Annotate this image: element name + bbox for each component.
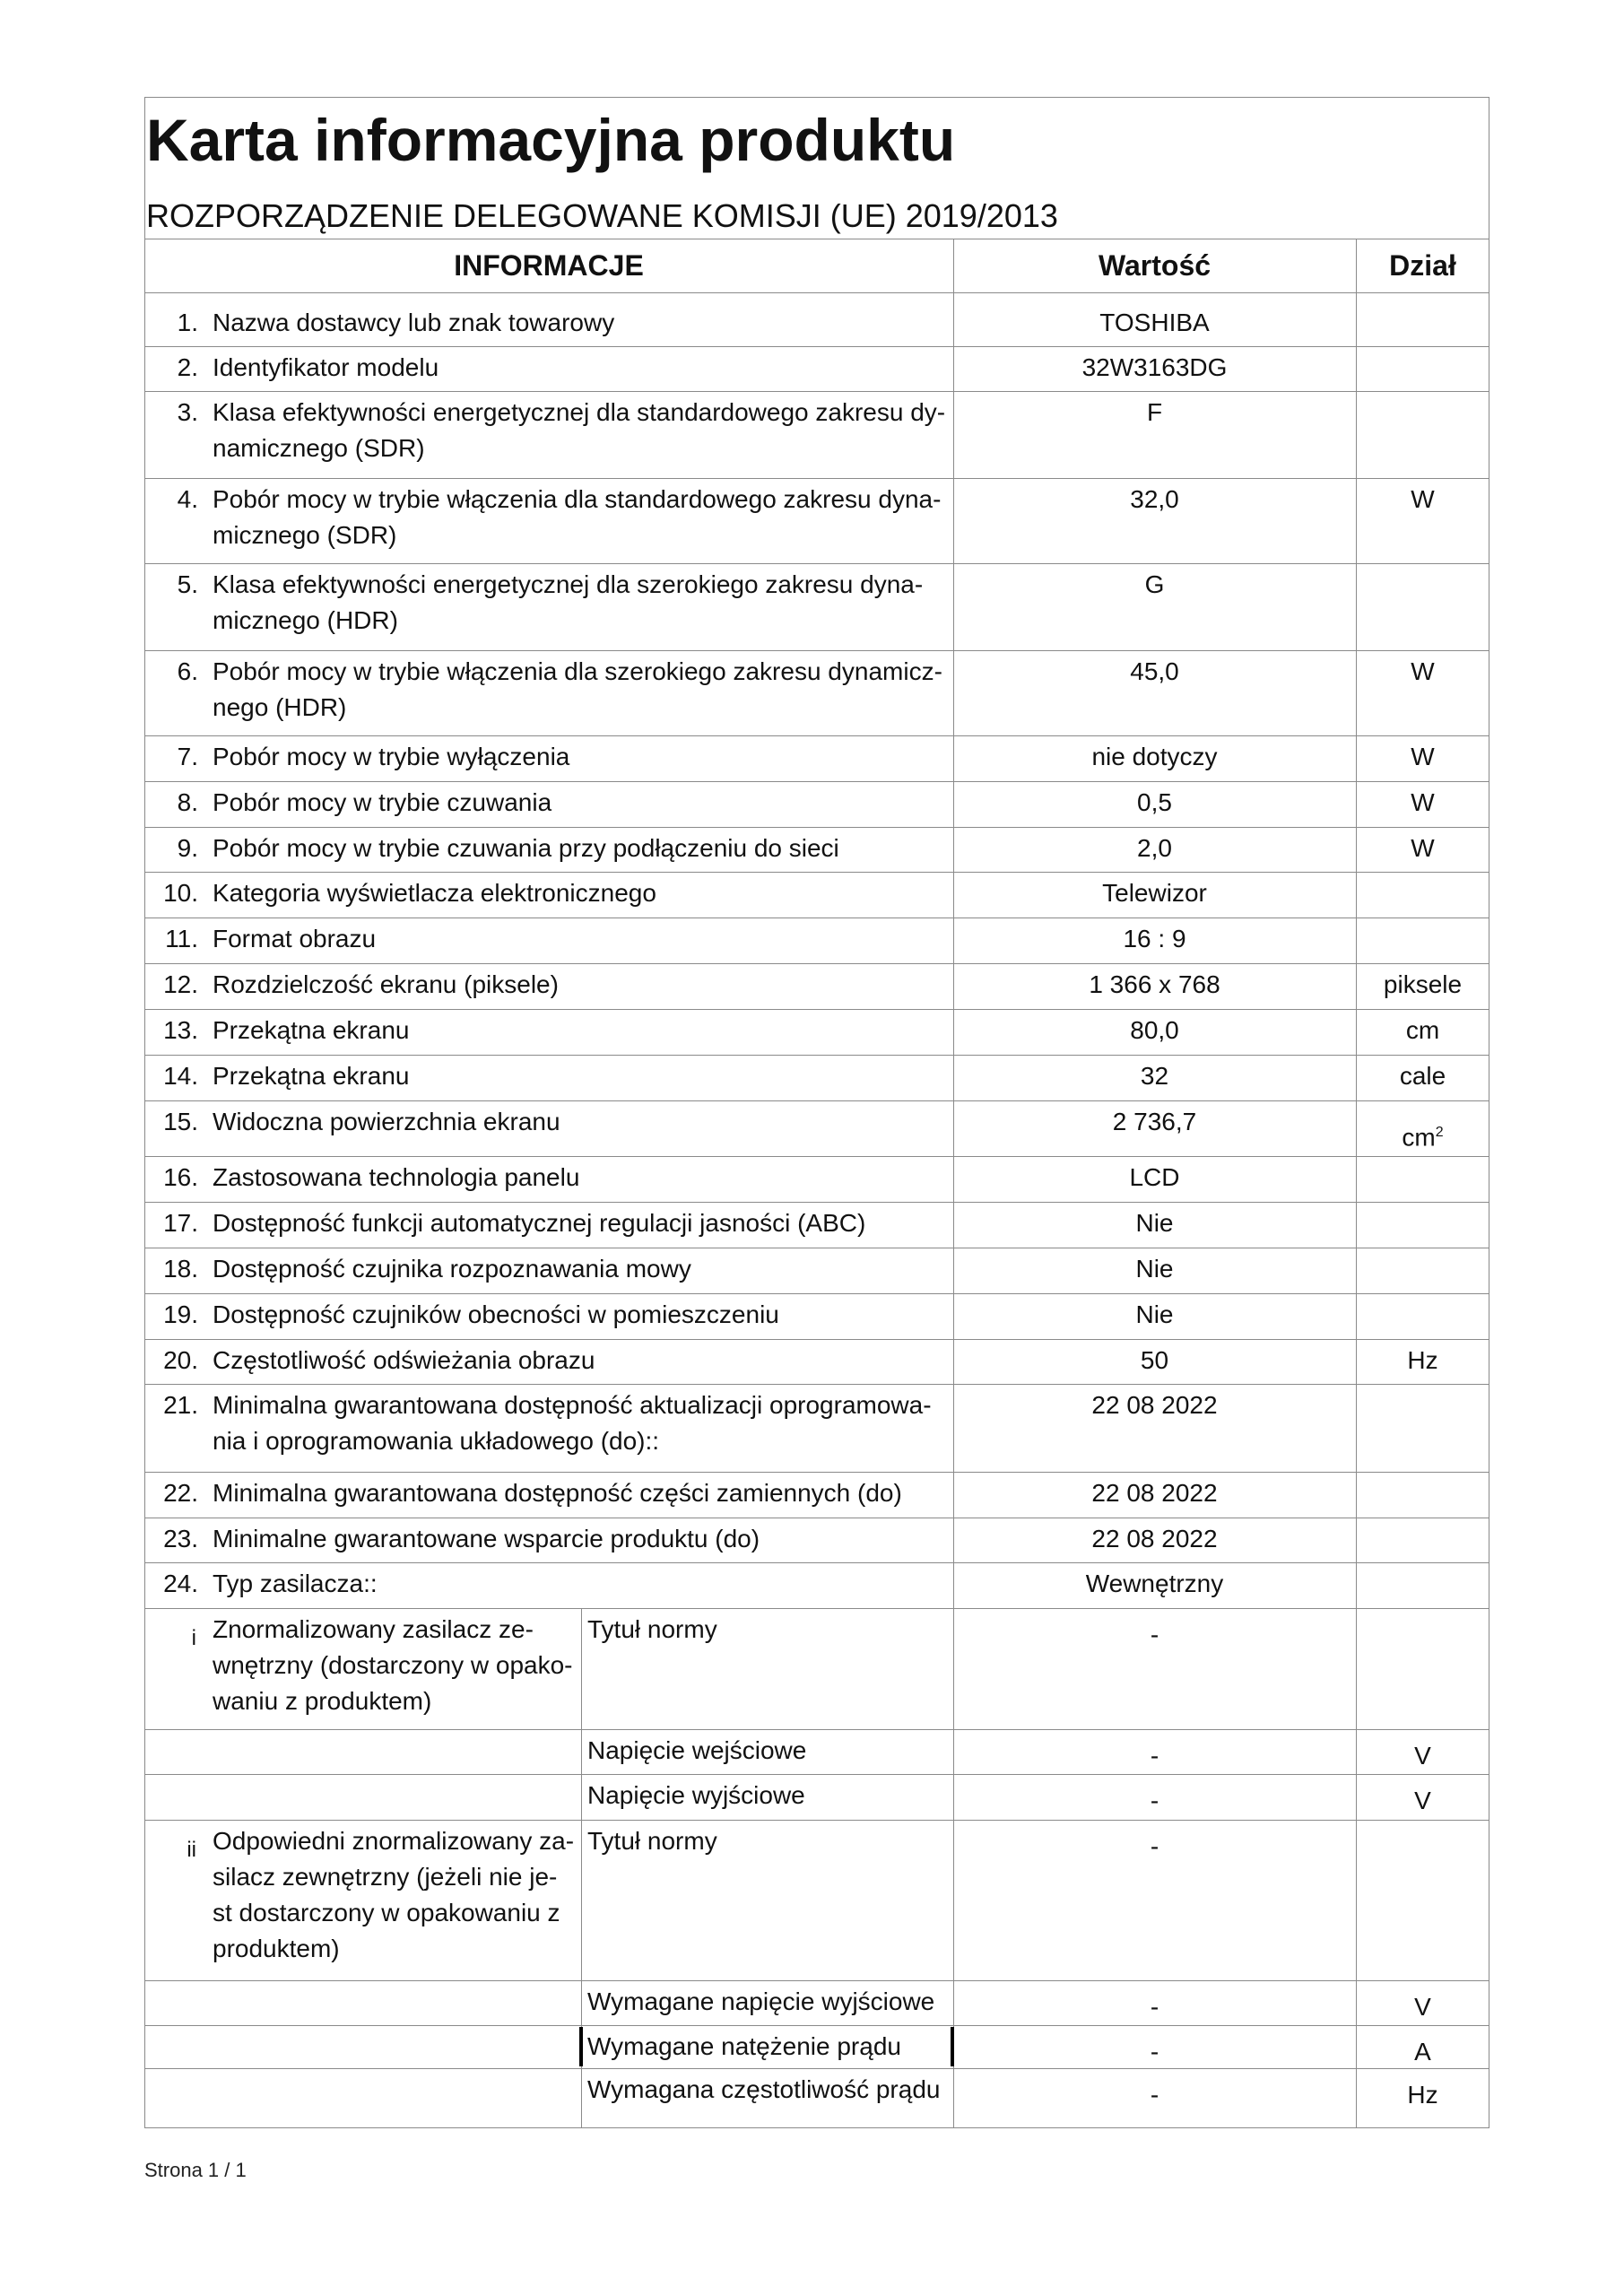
row-number: 1. — [177, 309, 198, 336]
psu-param-unit: V — [1414, 1993, 1431, 2021]
row-value: 1 366 x 768 — [1089, 970, 1220, 998]
row-label: Widoczna powierzchnia ekranu — [213, 1108, 560, 1135]
row-value: 22 08 2022 — [1091, 1525, 1218, 1552]
row-number: 11. — [165, 925, 198, 952]
psu-description: Znormalizowany zasilacz ze- — [213, 1615, 534, 1643]
row-label: Identyfikator modelu — [213, 353, 439, 381]
row-value: 80,0 — [1130, 1016, 1179, 1044]
psu-param-divider — [144, 1774, 1489, 1775]
row-number: 19. — [163, 1300, 198, 1328]
psu-description: st dostarczony w opakowaniu z — [213, 1899, 560, 1926]
row-label-continued: micznego (SDR) — [213, 521, 397, 549]
row-label: Dostępność czujników obecności w pomieszczeniu — [213, 1300, 779, 1328]
row-label: Minimalna gwarantowana dostępność aktualizacji oprogramowa- — [213, 1391, 932, 1419]
row-number: 24. — [163, 1570, 198, 1597]
row-label: Przekątna ekranu — [213, 1062, 410, 1090]
row-value: Nie — [1135, 1209, 1174, 1237]
row-label: Pobór mocy w trybie wyłączenia — [213, 743, 570, 770]
row-number: 16. — [163, 1163, 198, 1191]
row-number: 10. — [163, 879, 198, 907]
psu-description: waniu z produktem) — [213, 1687, 432, 1715]
psu-description: wnętrzny (dostarczony w opako- — [213, 1651, 573, 1679]
psu-param-value: - — [1150, 2081, 1159, 2109]
psu-param-label: Wymagana częstotliwość prądu — [587, 2075, 941, 2103]
row-number: 8. — [177, 788, 198, 816]
row-number: 12. — [163, 970, 198, 998]
row-divider — [144, 827, 1489, 828]
row-value: Nie — [1135, 1300, 1174, 1328]
psu-param-divider — [144, 1980, 1489, 1981]
row-value: Wewnętrzny — [1085, 1570, 1224, 1597]
regulation-subtitle: ROZPORZĄDZENIE DELEGOWANE KOMISJI (UE) 2019/2013 — [146, 197, 1058, 234]
row-number: 17. — [163, 1209, 198, 1237]
psu-index: ii — [187, 1838, 196, 1862]
row-label: Kategoria wyświetlacza elektronicznego — [213, 879, 656, 907]
row-divider — [144, 478, 1489, 479]
row-value: Telewizor — [1102, 879, 1207, 907]
row-label: Klasa efektywności energetycznej dla standardowego zakresu dy- — [213, 398, 946, 426]
psu-param-unit: A — [1414, 2038, 1431, 2066]
psu-param-label: Napięcie wyjściowe — [587, 1781, 805, 1809]
unit-column-divider — [1356, 239, 1357, 2128]
row-value: F — [1146, 398, 1163, 426]
row-unit: W — [1411, 657, 1435, 685]
row-number: 5. — [177, 570, 198, 598]
page-footer: Strona 1 / 1 — [144, 2159, 247, 2181]
psu-param-value: - — [1150, 1832, 1159, 1860]
row-value: 2,0 — [1137, 834, 1172, 862]
row-divider — [144, 1100, 1489, 1101]
row-label: Rozdzielczość ekranu (piksele) — [213, 970, 559, 998]
row-value: nie dotyczy — [1091, 743, 1218, 770]
row-divider — [144, 1384, 1489, 1385]
row-label-continued: nia i oprogramowania układowego (do):: — [213, 1427, 660, 1455]
psu-param-divider — [144, 2068, 1489, 2069]
row-label: Pobór mocy w trybie czuwania przy podłączeniu do sieci — [213, 834, 839, 862]
row-value: Nie — [1135, 1255, 1174, 1283]
psu-param-label: Napięcie wejściowe — [587, 1736, 807, 1764]
psu-param-divider — [144, 2025, 1489, 2026]
row-value: 45,0 — [1130, 657, 1179, 685]
row-number: 9. — [177, 834, 198, 862]
psu-param-divider — [144, 1729, 1489, 1730]
row-label: Dostępność funkcji automatycznej regulacji jasności (ABC) — [213, 1209, 866, 1237]
psu-param-value: - — [1150, 1621, 1159, 1648]
row-label: Nazwa dostawcy lub znak towarowy — [213, 309, 615, 336]
header-value: Wartość — [1098, 249, 1211, 282]
row-label: Typ zasilacza:: — [213, 1570, 378, 1597]
psu-label-divider — [581, 1820, 582, 2128]
psu-label-divider — [581, 1608, 582, 1820]
row-value: 32W3163DG — [1081, 353, 1228, 381]
psu-block-divider — [144, 1820, 1489, 1821]
row-divider — [144, 1339, 1489, 1340]
row-divider — [144, 1009, 1489, 1010]
row-number: 3. — [177, 398, 198, 426]
row-number: 22. — [163, 1479, 198, 1507]
row-number: 13. — [163, 1016, 198, 1044]
header-unit: Dział — [1389, 249, 1456, 282]
row-label: Pobór mocy w trybie czuwania — [213, 788, 552, 816]
row-label: Minimalna gwarantowana dostępność części zamiennych (do) — [213, 1479, 902, 1507]
psu-param-unit: V — [1414, 1742, 1431, 1770]
psu-param-label: Wymagane napięcie wyjściowe — [587, 1987, 935, 2015]
row-value: 16 : 9 — [1123, 925, 1186, 952]
row-unit: piksele — [1383, 970, 1463, 998]
row-divider — [144, 1472, 1489, 1473]
psu-description: Odpowiedni znormalizowany za- — [213, 1827, 575, 1855]
row-number: 2. — [177, 353, 198, 381]
row-label: Przekątna ekranu — [213, 1016, 410, 1044]
psu-param-value: - — [1150, 1787, 1159, 1814]
row-label-continued: nego (HDR) — [213, 693, 347, 721]
row-value: 22 08 2022 — [1091, 1391, 1218, 1419]
row-divider — [144, 650, 1489, 651]
row-label-continued: micznego (HDR) — [213, 606, 398, 634]
row-divider — [144, 1562, 1489, 1563]
psu-param-value: - — [1150, 2038, 1159, 2066]
row-divider — [144, 1156, 1489, 1157]
psu-index: i — [191, 1626, 196, 1650]
row-unit: cale — [1399, 1062, 1446, 1090]
row-unit: W — [1411, 743, 1435, 770]
row-value: 32,0 — [1130, 485, 1179, 513]
row-unit: W — [1411, 485, 1435, 513]
row-divider — [144, 1202, 1489, 1203]
header-bottom-line — [144, 292, 1489, 293]
product-information-sheet — [144, 97, 1489, 2128]
row-label: Dostępność czujnika rozpoznawania mowy — [213, 1255, 691, 1283]
header-info: INFORMACJE — [454, 249, 644, 282]
row-number: 7. — [177, 743, 198, 770]
row-divider — [144, 872, 1489, 873]
row-value: G — [1144, 570, 1165, 598]
row-divider — [144, 563, 1489, 564]
unit-text: cm — [1402, 1123, 1436, 1152]
row-number: 18. — [163, 1255, 198, 1283]
row-value: 32 — [1140, 1062, 1169, 1090]
row-number: 20. — [163, 1346, 198, 1374]
page-title: Karta informacyjna produktu — [146, 107, 956, 173]
row-label: Pobór mocy w trybie włączenia dla standardowego zakresu dyna- — [213, 485, 942, 513]
row-divider — [144, 735, 1489, 736]
psu-param-unit: V — [1414, 1787, 1431, 1814]
row-value: 2 736,7 — [1112, 1108, 1197, 1135]
row-value: 22 08 2022 — [1091, 1479, 1218, 1507]
psu-param-label: Tytuł normy — [587, 1615, 717, 1643]
psu-param-unit: Hz — [1407, 2081, 1438, 2109]
row-divider — [144, 1293, 1489, 1294]
row-label: Częstotliwość odświeżania obrazu — [213, 1346, 595, 1374]
row-unit: Hz — [1407, 1346, 1438, 1374]
psu-param-label: Wymagane natężenie prądu — [587, 2032, 901, 2060]
row-divider — [144, 1608, 1489, 1609]
row-divider — [144, 346, 1489, 347]
psu-param-label: Tytuł normy — [587, 1827, 717, 1855]
row-label: Pobór mocy w trybie włączenia dla szerokiego zakresu dynamicz- — [213, 657, 942, 685]
cell-marker — [579, 2027, 583, 2066]
row-value: TOSHIBA — [1099, 309, 1210, 336]
row-number: 15. — [163, 1108, 198, 1135]
psu-param-value: - — [1150, 1742, 1159, 1770]
row-label: Minimalne gwarantowane wsparcie produktu (do) — [213, 1525, 760, 1552]
unit-superscript: 2 — [1435, 1125, 1444, 1140]
psu-description: silacz zewnętrzny (jeżeli nie je- — [213, 1863, 558, 1891]
psu-param-value: - — [1150, 1993, 1159, 2021]
row-label: Zastosowana technologia panelu — [213, 1163, 580, 1191]
psu-description: produktem) — [213, 1935, 340, 1962]
row-number: 21. — [163, 1391, 198, 1419]
row-unit: W — [1411, 834, 1435, 862]
row-value: 50 — [1140, 1346, 1169, 1374]
row-divider — [144, 963, 1489, 964]
row-number: 6. — [177, 657, 198, 685]
row-number: 14. — [163, 1062, 198, 1090]
row-divider — [144, 1055, 1489, 1056]
row-divider — [144, 391, 1489, 392]
row-unit: W — [1411, 788, 1435, 816]
row-number: 4. — [177, 485, 198, 513]
row-value: LCD — [1129, 1163, 1180, 1191]
row-label: Klasa efektywności energetycznej dla szerokiego zakresu dyna- — [213, 570, 924, 598]
row-value: 0,5 — [1137, 788, 1172, 816]
row-unit: cm — [1405, 1016, 1440, 1044]
row-unit — [1356, 1113, 1489, 1157]
cell-marker — [951, 2027, 954, 2066]
row-number: 23. — [163, 1525, 198, 1552]
row-divider — [144, 781, 1489, 782]
row-label: Format obrazu — [213, 925, 377, 952]
row-label-continued: namicznego (SDR) — [213, 434, 425, 462]
